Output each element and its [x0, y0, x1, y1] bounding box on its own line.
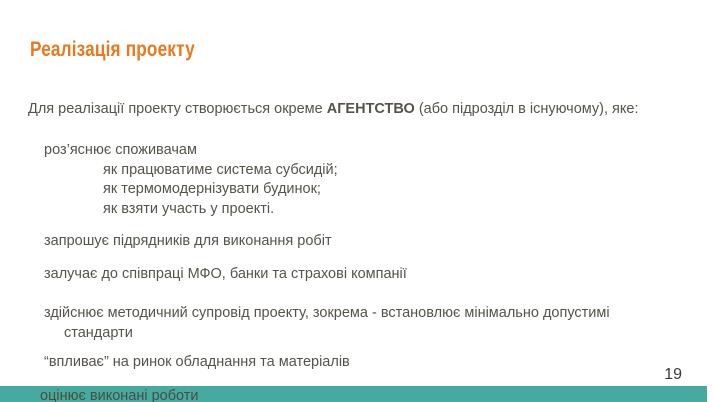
bullet-subline: як працюватиме система субсидій;: [103, 161, 338, 178]
bullet-line: роз’яснює споживачам: [44, 142, 197, 158]
bullet-line: запрошує підрядників для виконання робіт: [44, 233, 332, 249]
bullet-line: здійснює методичний супровід проекту, зокрема - встановлює мінімально допустимі: [44, 305, 610, 321]
bullet-line-continuation: стандарти: [64, 324, 133, 341]
bullet-subline: як термомодернізувати будинок;: [103, 181, 321, 197]
slide-title: Реалізація проекту: [30, 37, 195, 61]
intro-text-post: (або підрозділ в існуючому), яке:: [414, 101, 639, 117]
bullet-line: залучає до співпраці МФО, банки та страхові компанії: [44, 265, 407, 282]
intro-paragraph: [28, 100, 696, 120]
bullet-line: “впливає” на ринок обладнання та матеріалів: [44, 354, 350, 370]
footer-partial-text: оцінює виконані роботи: [40, 388, 199, 402]
intro-text-bold: АГЕНТСТВО: [326, 101, 415, 117]
bullet-list: [44, 141, 692, 373]
footer-bar: [0, 386, 707, 402]
intro-text-pre: Для реалізації проекту створюється окреме: [28, 101, 327, 117]
page-number: 19: [664, 366, 682, 383]
bullet-subline: як взяти участь у проекті.: [103, 200, 275, 217]
